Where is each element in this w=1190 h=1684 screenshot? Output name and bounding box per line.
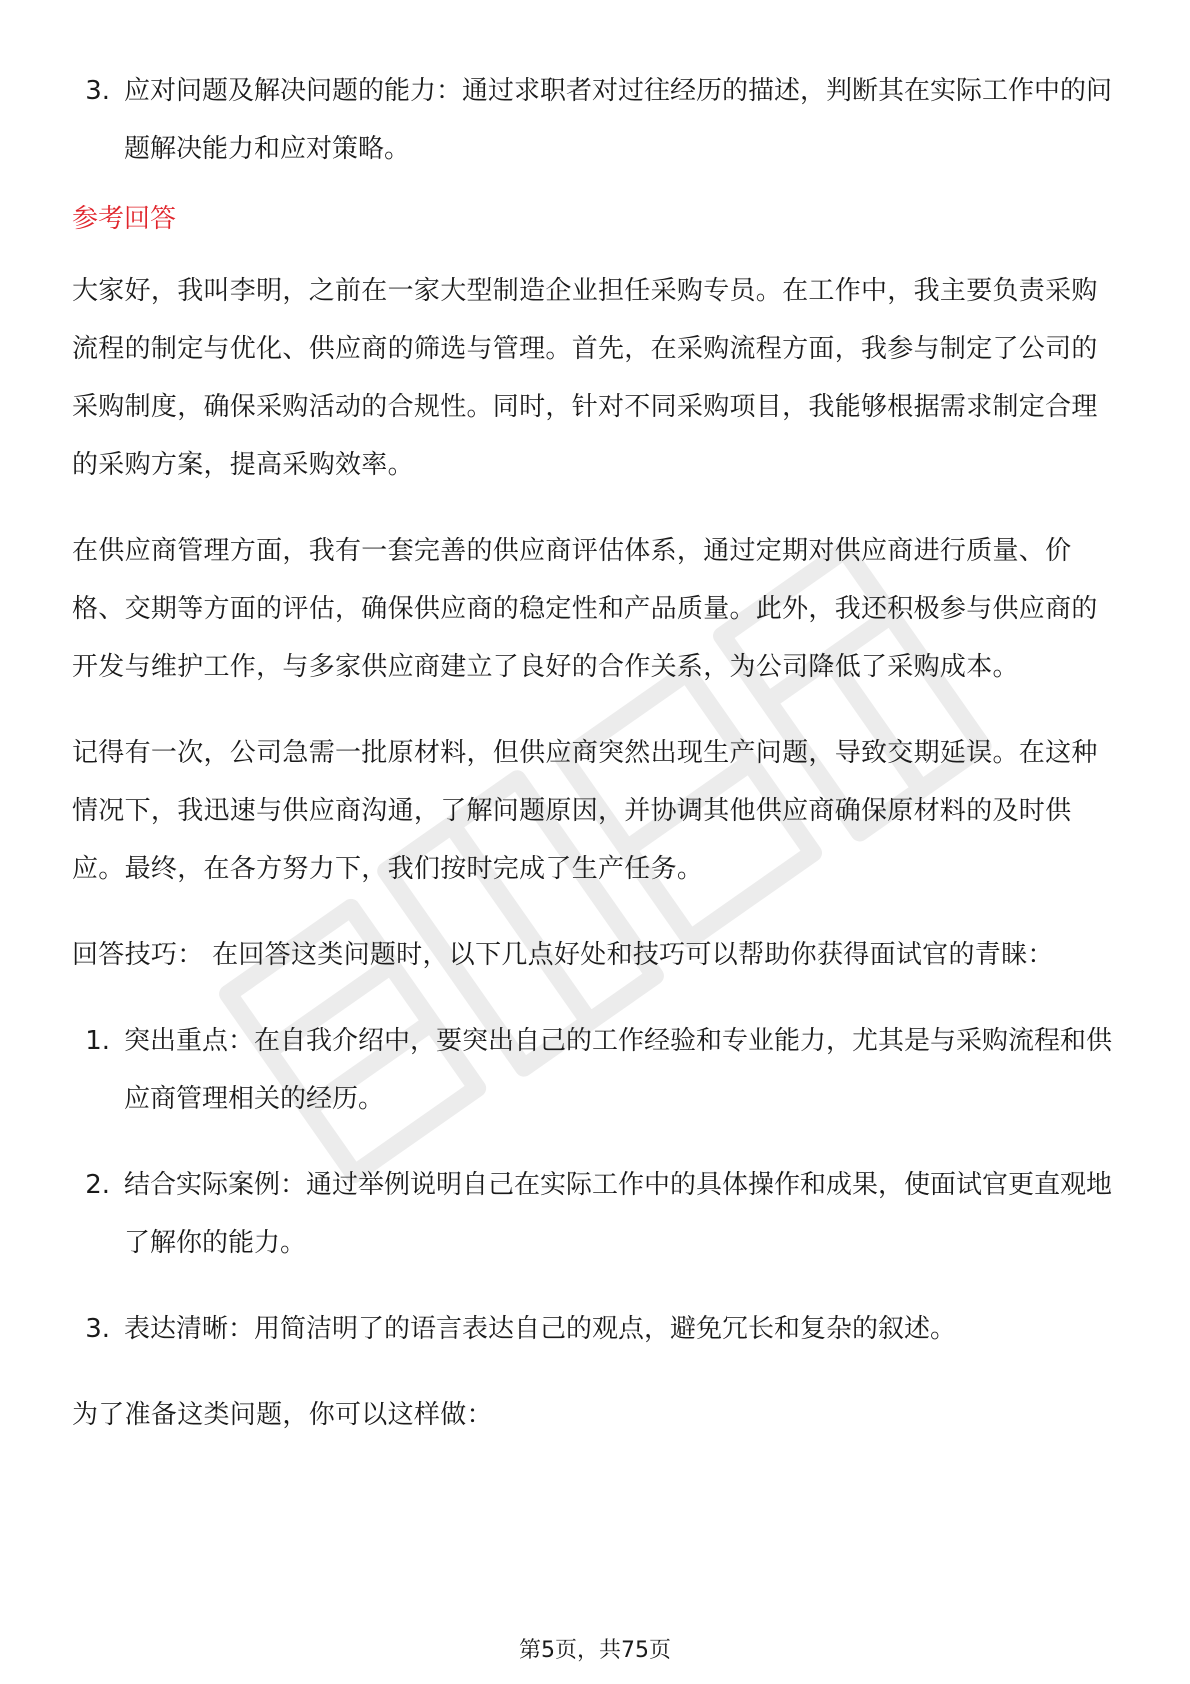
closing-paragraph: 为了准备这类问题，你可以这样做： (72, 1400, 493, 1430)
list-number: 2. (85, 1170, 110, 1200)
list-item (72, 62, 1118, 178)
list-number: 3. (85, 1314, 110, 1344)
list-item (72, 1156, 1118, 1272)
list-number: 3. (85, 76, 110, 106)
main-content (72, 62, 1118, 1444)
list-text: 突出重点：在自我介绍中，要突出自己的工作经验和专业能力，尤其是与采购流程和供应商管理相关的经历。 (124, 1026, 1113, 1114)
list-item (72, 1012, 1118, 1128)
list-text: 结合实际案例：通过举例说明自己在实际工作中的具体操作和成果，使面试官更直观地了解你的能力。 (124, 1170, 1113, 1258)
list-text: 应对问题及解决问题的能力：通过求职者对过往经历的描述，判断其在实际工作中的问题解决能力和应对策略。 (124, 76, 1113, 164)
list-number: 1. (85, 1026, 110, 1056)
paragraph: 记得有一次，公司急需一批原材料，但供应商突然出现生产问题，导致交期延误。在这种情况下，我迅速与供应商沟通，了解问题原因，并协调其他供应商确保原材料的及时供应。最终，在各方努力下，我们按时完成了生产任务。 (72, 738, 1098, 884)
paragraph: 回答技巧： 在回答这类问题时，以下几点好处和技巧可以帮助你获得面试官的青睐： (72, 940, 1054, 970)
paragraph: 大家好，我叫李明，之前在一家大型制造企业担任采购专员。在工作中，我主要负责采购流程的制定与优化、供应商的筛选与管理。首先，在采购流程方面，我参与制定了公司的采购制度，确保采购活动的合规性。同时，针对不同采购项目，我能够根据需求制定合理的采购方案，提高采购效率。 (72, 276, 1098, 480)
section-heading: 参考回答 (72, 204, 177, 234)
paragraph: 在供应商管理方面，我有一套完善的供应商评估体系，通过定期对供应商进行质量、价格、交期等方面的评估，确保供应商的稳定性和产品质量。此外，我还积极参与供应商的开发与维护工作，与多家供应商建立了良好的合作关系，为公司降低了采购成本。 (72, 536, 1098, 682)
list-item (72, 1300, 1118, 1358)
page-footer: 第5页，共75页 (519, 1638, 671, 1663)
list-text: 表达清晰：用简洁明了的语言表达自己的观点，避免冗长和复杂的叙述。 (124, 1314, 957, 1344)
